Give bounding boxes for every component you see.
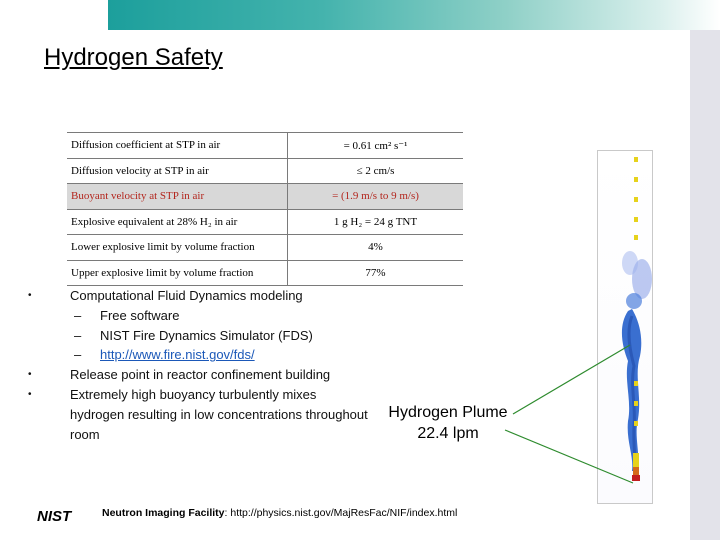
table-row xyxy=(67,209,463,235)
property-name: Diffusion velocity at STP in air xyxy=(67,158,288,184)
nist-logo-icon xyxy=(37,506,81,524)
bullet-text: Computational Fluid Dynamics modeling xyxy=(70,288,303,303)
sub-bullet-text: NIST Fire Dynamics Simulator (FDS) xyxy=(100,327,313,343)
property-value: 1 g H₂ = 24 g TNT xyxy=(288,209,464,235)
hydrogen-properties-table xyxy=(67,132,463,286)
bullet-text: Release point in reactor confinement building xyxy=(70,367,331,383)
bullet-item xyxy=(28,385,373,444)
fds-link[interactable]: http://www.fire.nist.gov/fds/ xyxy=(100,347,255,363)
property-value: = (1.9 m/s to 9 m/s) xyxy=(288,184,464,210)
sub-bullet-item xyxy=(28,326,373,346)
plume-caption-line1: Hydrogen Plume xyxy=(388,404,508,421)
dash-icon: – xyxy=(74,327,82,343)
header-gradient-bar xyxy=(108,0,720,30)
property-name: Buoyant velocity at STP in air xyxy=(67,184,288,210)
table-row xyxy=(67,235,463,261)
bullet-dot-icon: • xyxy=(28,290,32,301)
table-row-highlighted xyxy=(67,184,463,210)
plume-graphic xyxy=(598,151,652,503)
bullet-text: Extremely high buoyancy turbulently mixes hydrogen resulting in low concentrations throughout room xyxy=(70,386,368,442)
bullet-item xyxy=(28,286,373,306)
property-name: Diffusion coefficient at STP in air xyxy=(67,133,288,159)
header-left-blank xyxy=(0,0,108,30)
slide-title: Hydrogen Safety xyxy=(44,44,223,71)
dash-icon: – xyxy=(74,307,82,323)
bullet-dot-icon: • xyxy=(28,369,32,381)
property-name: Lower explosive limit by volume fraction xyxy=(67,235,288,261)
property-name: Explosive equivalent at 28% H₂ in air xyxy=(67,209,288,235)
dash-icon: – xyxy=(74,347,82,363)
property-value: 77% xyxy=(288,260,464,286)
property-value: 4% xyxy=(288,235,464,261)
property-value: ≤ 2 cm/s xyxy=(288,158,464,184)
property-value: = 0.61 cm² s⁻¹ xyxy=(288,133,464,159)
property-name: Upper explosive limit by volume fraction xyxy=(67,260,288,286)
table-row xyxy=(67,260,463,286)
footer-label: Neutron Imaging Facility xyxy=(102,507,225,519)
footer-url: : http://physics.nist.gov/MajResFac/NIF/index.html xyxy=(224,507,458,519)
sub-bullet-item xyxy=(28,306,373,326)
table-row xyxy=(67,158,463,184)
nist-logo-text: NIST xyxy=(37,508,72,524)
bullet-item xyxy=(28,365,373,385)
sub-bullet-text: Free software xyxy=(100,307,180,323)
bullet-dot-icon: • xyxy=(28,388,32,400)
right-sidebar-strip xyxy=(690,30,720,540)
plume-caption-line2: 22.4 lpm xyxy=(417,425,479,442)
table-row xyxy=(67,133,463,159)
sub-bullet-item xyxy=(28,345,373,365)
footer-credit xyxy=(102,507,457,519)
plume-caption xyxy=(378,402,518,444)
bullet-list xyxy=(28,286,373,444)
plume-simulation-image xyxy=(597,150,653,504)
